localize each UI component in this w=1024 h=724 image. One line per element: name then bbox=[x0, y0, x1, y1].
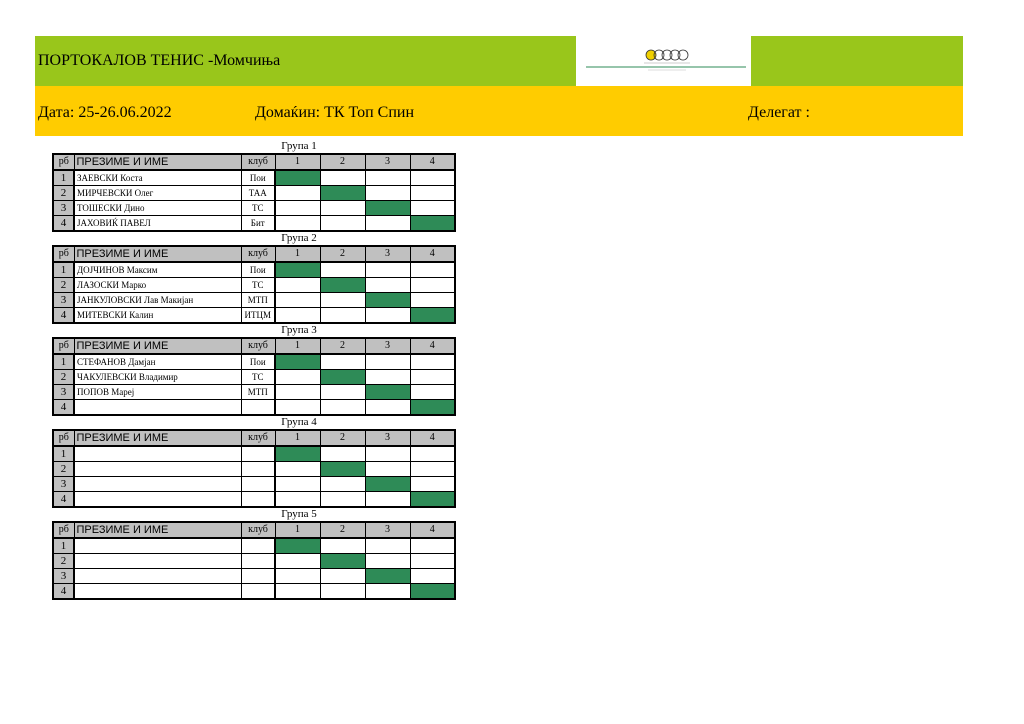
table-row bbox=[53, 370, 455, 385]
header-col-3: 3 bbox=[365, 154, 410, 170]
player-name: МИТЕВСКИ Калин bbox=[74, 308, 241, 324]
event-date: Дата: 25-26.06.2022 bbox=[38, 104, 172, 121]
header-col-1: 1 bbox=[275, 338, 320, 354]
result-cell bbox=[320, 569, 365, 584]
event-delegate: Делегат : bbox=[748, 104, 810, 121]
player-name: СТЕФАНОВ Дамјан bbox=[74, 354, 241, 370]
table-row bbox=[53, 170, 455, 186]
federation-logo bbox=[576, 36, 751, 93]
result-cell bbox=[410, 201, 455, 216]
result-cell bbox=[365, 400, 410, 416]
result-cell bbox=[320, 216, 365, 232]
header-rb: рб bbox=[53, 154, 74, 170]
group-table bbox=[52, 153, 456, 232]
diagonal-cell bbox=[410, 308, 455, 324]
player-club: ТС bbox=[241, 278, 275, 293]
table-row bbox=[53, 278, 455, 293]
header-col-3: 3 bbox=[365, 430, 410, 446]
row-number: 4 bbox=[53, 400, 74, 416]
row-number: 4 bbox=[53, 308, 74, 324]
player-club: МТП bbox=[241, 293, 275, 308]
player-name: ЈАНКУЛОВСКИ Лав Макијан bbox=[74, 293, 241, 308]
group-title: Група 3 bbox=[281, 324, 317, 336]
player-club bbox=[241, 446, 275, 462]
player-name: ЛАЗОСКИ Марко bbox=[74, 278, 241, 293]
table-row bbox=[53, 262, 455, 278]
header-name: ПРЕЗИМЕ И ИМЕ bbox=[74, 246, 241, 262]
result-cell bbox=[410, 370, 455, 385]
player-name bbox=[74, 462, 241, 477]
result-cell bbox=[275, 186, 320, 201]
header-club: клуб bbox=[241, 522, 275, 538]
diagonal-cell bbox=[275, 538, 320, 554]
player-club bbox=[241, 477, 275, 492]
result-cell bbox=[320, 492, 365, 508]
table-row bbox=[53, 400, 455, 416]
diagonal-cell bbox=[275, 170, 320, 186]
player-club bbox=[241, 400, 275, 416]
table-row bbox=[53, 554, 455, 569]
result-cell bbox=[275, 492, 320, 508]
player-club bbox=[241, 569, 275, 584]
result-cell bbox=[275, 584, 320, 600]
row-number: 1 bbox=[53, 170, 74, 186]
group-title: Група 1 bbox=[281, 140, 317, 152]
result-cell bbox=[320, 262, 365, 278]
result-cell bbox=[275, 278, 320, 293]
group-title: Група 4 bbox=[281, 416, 317, 428]
result-cell bbox=[320, 170, 365, 186]
result-cell bbox=[320, 400, 365, 416]
row-number: 1 bbox=[53, 354, 74, 370]
diagonal-cell bbox=[320, 462, 365, 477]
diagonal-cell bbox=[320, 370, 365, 385]
player-name bbox=[74, 446, 241, 462]
result-cell bbox=[320, 477, 365, 492]
row-number: 1 bbox=[53, 446, 74, 462]
table-row bbox=[53, 186, 455, 201]
player-club bbox=[241, 584, 275, 600]
header-col-4: 4 bbox=[410, 154, 455, 170]
result-cell bbox=[410, 293, 455, 308]
header-col-2: 2 bbox=[320, 430, 365, 446]
table-row bbox=[53, 462, 455, 477]
player-name bbox=[74, 400, 241, 416]
header-col-4: 4 bbox=[410, 430, 455, 446]
player-name bbox=[74, 477, 241, 492]
group-table bbox=[52, 245, 456, 324]
header-col-3: 3 bbox=[365, 246, 410, 262]
diagonal-cell bbox=[320, 554, 365, 569]
row-number: 3 bbox=[53, 385, 74, 400]
diagonal-cell bbox=[365, 569, 410, 584]
result-cell bbox=[365, 584, 410, 600]
row-number: 3 bbox=[53, 477, 74, 492]
player-club: ИТЦМ bbox=[241, 308, 275, 324]
result-cell bbox=[410, 569, 455, 584]
row-number: 2 bbox=[53, 278, 74, 293]
result-cell bbox=[410, 186, 455, 201]
player-name: МИРЧЕВСКИ Олег bbox=[74, 186, 241, 201]
result-cell bbox=[320, 584, 365, 600]
header-col-1: 1 bbox=[275, 246, 320, 262]
table-row bbox=[53, 569, 455, 584]
result-cell bbox=[320, 354, 365, 370]
row-number: 2 bbox=[53, 186, 74, 201]
result-cell bbox=[365, 278, 410, 293]
table-row bbox=[53, 293, 455, 308]
result-cell bbox=[410, 170, 455, 186]
header-rb: рб bbox=[53, 522, 74, 538]
result-cell bbox=[365, 186, 410, 201]
result-cell bbox=[410, 385, 455, 400]
player-name: ЈАХОВИЌ ПАВЕЛ bbox=[74, 216, 241, 232]
result-cell bbox=[365, 462, 410, 477]
player-club: Пои bbox=[241, 354, 275, 370]
result-cell bbox=[365, 370, 410, 385]
result-cell bbox=[275, 569, 320, 584]
table-row bbox=[53, 492, 455, 508]
result-cell bbox=[410, 538, 455, 554]
header-club: клуб bbox=[241, 154, 275, 170]
diagonal-cell bbox=[410, 216, 455, 232]
diagonal-cell bbox=[410, 584, 455, 600]
header-rb: рб bbox=[53, 430, 74, 446]
player-name bbox=[74, 492, 241, 508]
player-club: Пои bbox=[241, 262, 275, 278]
row-number: 3 bbox=[53, 201, 74, 216]
result-cell bbox=[320, 538, 365, 554]
result-cell bbox=[365, 262, 410, 278]
table-row bbox=[53, 538, 455, 554]
header-name: ПРЕЗИМЕ И ИМЕ bbox=[74, 430, 241, 446]
group-table bbox=[52, 521, 456, 600]
player-club bbox=[241, 554, 275, 569]
result-cell bbox=[365, 538, 410, 554]
table-header-row bbox=[53, 154, 455, 170]
table-row bbox=[53, 446, 455, 462]
diagonal-cell bbox=[275, 446, 320, 462]
diagonal-cell bbox=[320, 186, 365, 201]
header-club: клуб bbox=[241, 246, 275, 262]
diagonal-cell bbox=[410, 400, 455, 416]
header-col-1: 1 bbox=[275, 430, 320, 446]
player-name: ДОЈЧИНОВ Максим bbox=[74, 262, 241, 278]
result-cell bbox=[410, 446, 455, 462]
result-cell bbox=[410, 554, 455, 569]
player-name bbox=[74, 554, 241, 569]
header-col-2: 2 bbox=[320, 246, 365, 262]
table-header-row bbox=[53, 246, 455, 262]
diagonal-cell bbox=[365, 201, 410, 216]
result-cell bbox=[410, 354, 455, 370]
result-cell bbox=[410, 278, 455, 293]
table-header-row bbox=[53, 522, 455, 538]
header-col-4: 4 bbox=[410, 522, 455, 538]
table-row bbox=[53, 201, 455, 216]
header-info-bar bbox=[35, 86, 963, 136]
header-name: ПРЕЗИМЕ И ИМЕ bbox=[74, 338, 241, 354]
row-number: 3 bbox=[53, 293, 74, 308]
result-cell bbox=[365, 170, 410, 186]
group-table bbox=[52, 337, 456, 416]
row-number: 4 bbox=[53, 492, 74, 508]
player-name bbox=[74, 569, 241, 584]
result-cell bbox=[320, 308, 365, 324]
logo-icon bbox=[576, 36, 751, 93]
table-row bbox=[53, 354, 455, 370]
header-col-3: 3 bbox=[365, 522, 410, 538]
header-club: клуб bbox=[241, 338, 275, 354]
row-number: 1 bbox=[53, 262, 74, 278]
header-name: ПРЕЗИМЕ И ИМЕ bbox=[74, 154, 241, 170]
player-club: ТАА bbox=[241, 186, 275, 201]
header-col-4: 4 bbox=[410, 338, 455, 354]
player-club: МТП bbox=[241, 385, 275, 400]
diagonal-cell bbox=[275, 262, 320, 278]
result-cell bbox=[275, 462, 320, 477]
result-cell bbox=[320, 446, 365, 462]
header-rb: рб bbox=[53, 338, 74, 354]
row-number: 2 bbox=[53, 370, 74, 385]
result-cell bbox=[275, 293, 320, 308]
group-title: Група 2 bbox=[281, 232, 317, 244]
header-col-3: 3 bbox=[365, 338, 410, 354]
player-club: ТС bbox=[241, 370, 275, 385]
result-cell bbox=[275, 308, 320, 324]
header-rb: рб bbox=[53, 246, 74, 262]
result-cell bbox=[365, 354, 410, 370]
header-col-2: 2 bbox=[320, 338, 365, 354]
diagonal-cell bbox=[365, 385, 410, 400]
diagonal-cell bbox=[275, 354, 320, 370]
diagonal-cell bbox=[365, 477, 410, 492]
diagonal-cell bbox=[410, 492, 455, 508]
result-cell bbox=[275, 216, 320, 232]
header-col-1: 1 bbox=[275, 522, 320, 538]
result-cell bbox=[365, 492, 410, 508]
result-cell bbox=[320, 385, 365, 400]
result-cell bbox=[320, 293, 365, 308]
header-col-1: 1 bbox=[275, 154, 320, 170]
diagonal-cell bbox=[320, 278, 365, 293]
header-col-4: 4 bbox=[410, 246, 455, 262]
result-cell bbox=[275, 201, 320, 216]
table-header-row bbox=[53, 430, 455, 446]
player-club bbox=[241, 462, 275, 477]
table-row bbox=[53, 584, 455, 600]
event-host: Домаќин: ТК Топ Спин bbox=[255, 104, 415, 121]
result-cell bbox=[365, 554, 410, 569]
table-row bbox=[53, 385, 455, 400]
diagonal-cell bbox=[365, 293, 410, 308]
table-header-row bbox=[53, 338, 455, 354]
row-number: 1 bbox=[53, 538, 74, 554]
player-name bbox=[74, 584, 241, 600]
result-cell bbox=[275, 400, 320, 416]
player-club: Бит bbox=[241, 216, 275, 232]
result-cell bbox=[365, 446, 410, 462]
player-club: ТС bbox=[241, 201, 275, 216]
row-number: 3 bbox=[53, 569, 74, 584]
player-club: Пои bbox=[241, 170, 275, 186]
player-name bbox=[74, 538, 241, 554]
row-number: 4 bbox=[53, 584, 74, 600]
group-table bbox=[52, 429, 456, 508]
player-name: ЧАКУЛЕВСКИ Владимир bbox=[74, 370, 241, 385]
result-cell bbox=[410, 262, 455, 278]
player-club bbox=[241, 538, 275, 554]
player-name: ТОШЕСКИ Дино bbox=[74, 201, 241, 216]
row-number: 4 bbox=[53, 216, 74, 232]
result-cell bbox=[365, 216, 410, 232]
result-cell bbox=[275, 385, 320, 400]
player-club bbox=[241, 492, 275, 508]
result-cell bbox=[410, 477, 455, 492]
result-cell bbox=[320, 201, 365, 216]
table-row bbox=[53, 216, 455, 232]
header-col-2: 2 bbox=[320, 154, 365, 170]
result-cell bbox=[365, 308, 410, 324]
result-cell bbox=[275, 477, 320, 492]
header-col-2: 2 bbox=[320, 522, 365, 538]
player-name: ПОПОВ Мареј bbox=[74, 385, 241, 400]
result-cell bbox=[275, 370, 320, 385]
header-name: ПРЕЗИМЕ И ИМЕ bbox=[74, 522, 241, 538]
result-cell bbox=[275, 554, 320, 569]
table-row bbox=[53, 308, 455, 324]
header-club: клуб bbox=[241, 430, 275, 446]
page-title: ПОРТОКАЛОВ ТЕНИС -Момчиња bbox=[38, 52, 281, 69]
row-number: 2 bbox=[53, 462, 74, 477]
table-row bbox=[53, 477, 455, 492]
player-name: ЗАЕВСКИ Коста bbox=[74, 170, 241, 186]
result-cell bbox=[410, 462, 455, 477]
row-number: 2 bbox=[53, 554, 74, 569]
group-title: Група 5 bbox=[281, 508, 317, 520]
